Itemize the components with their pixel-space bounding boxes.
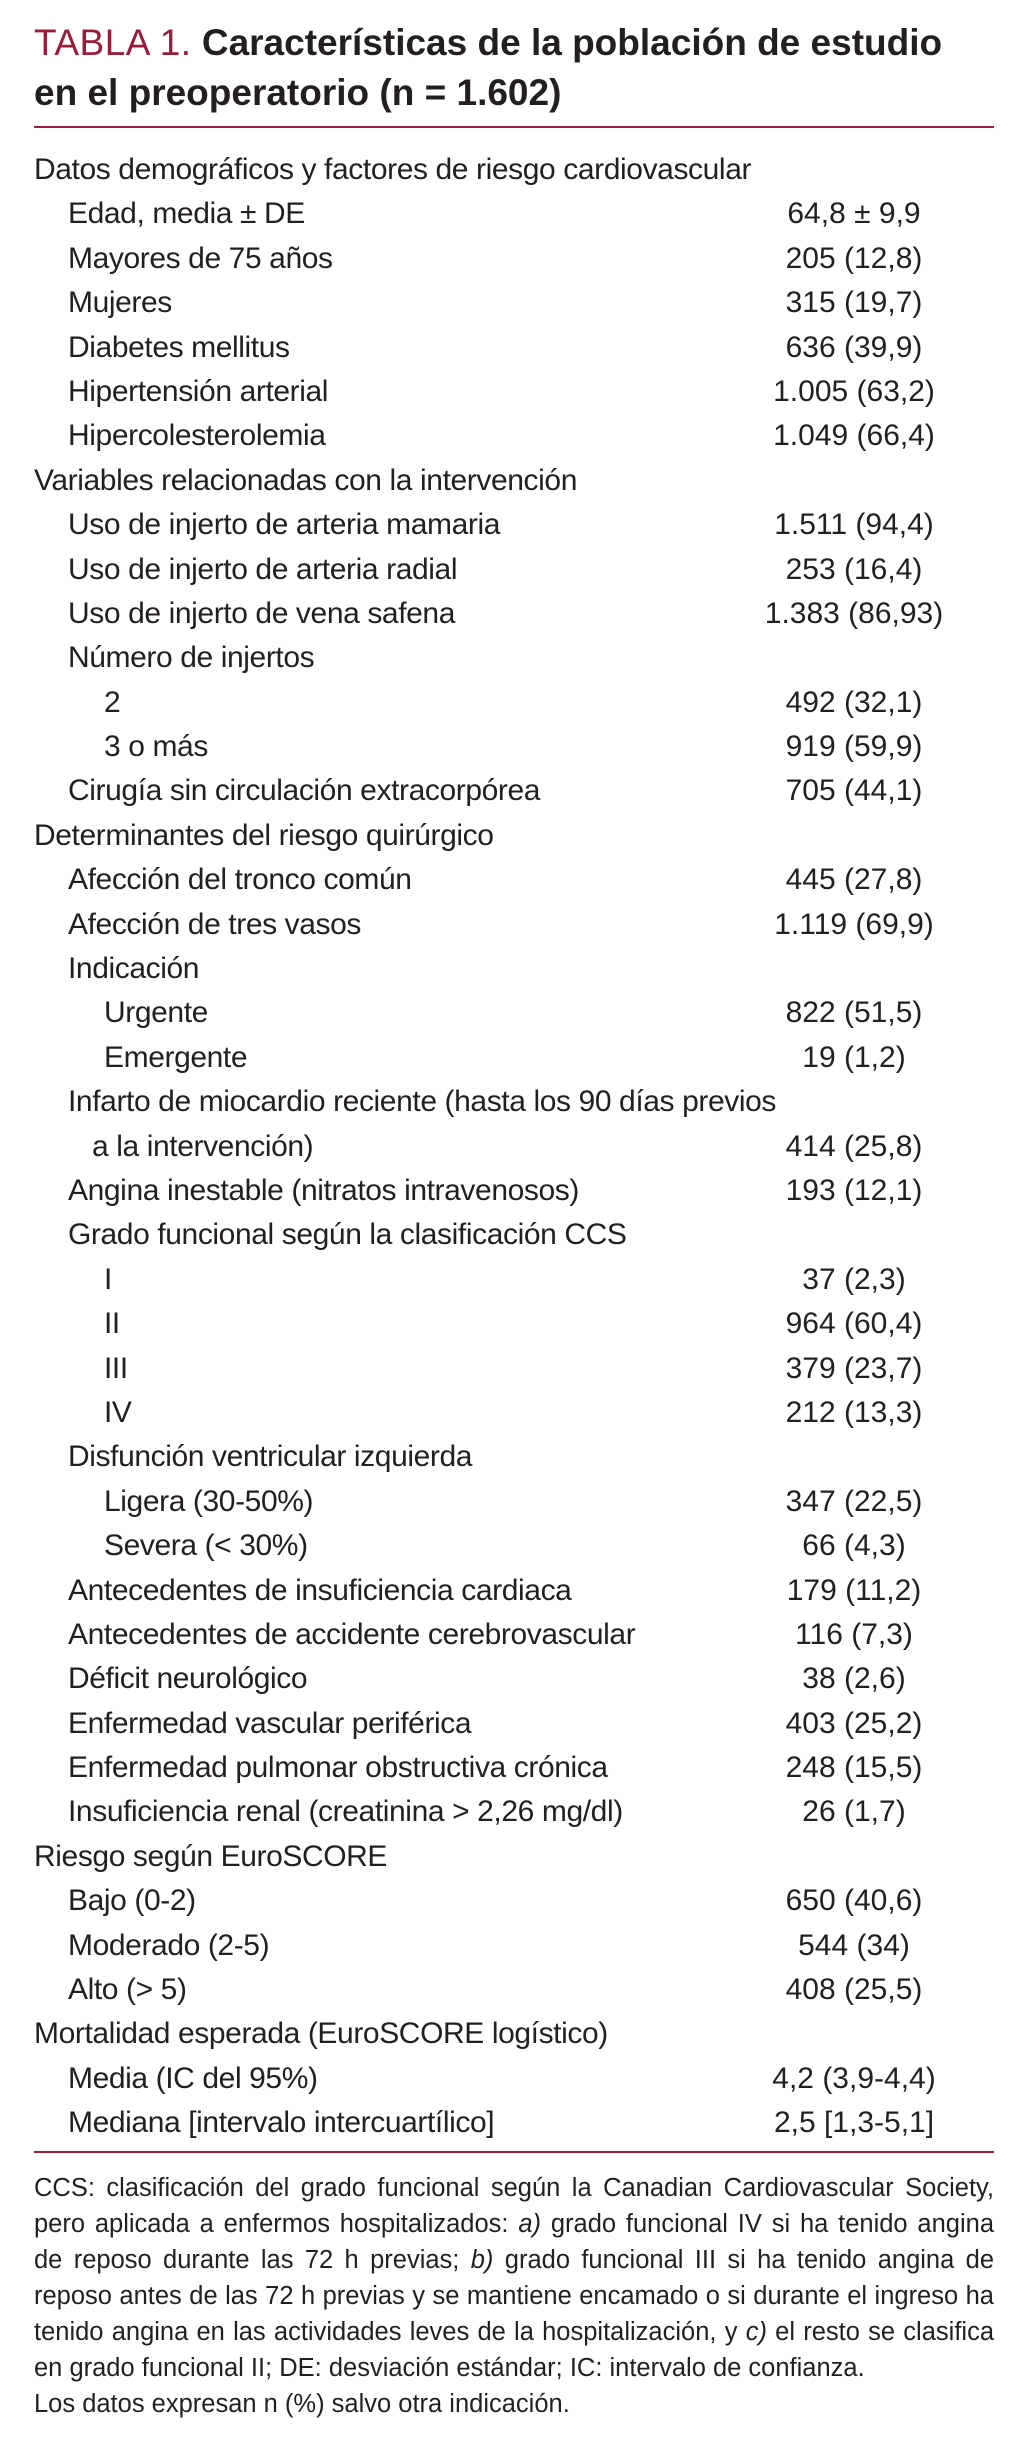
row-label: Diabetes mellitus <box>68 330 290 364</box>
row-label: Enfermedad vascular periférica <box>68 1706 472 1740</box>
table-row <box>34 414 994 458</box>
table-row <box>34 1480 994 1524</box>
row-value: 1.383 (86,93) <box>764 596 944 630</box>
section-header <box>34 148 994 192</box>
table-row <box>34 1036 994 1080</box>
table-row <box>34 1790 994 1834</box>
footnote-marker-b: b) <box>470 2246 494 2274</box>
row-label: Moderado (2-5) <box>68 1928 270 1962</box>
footnote-text: el resto se clasifica en grado funcional II; DE: desviación estándar; IC: intervalo de confianza. <box>34 2318 994 2382</box>
table-row <box>34 991 994 1035</box>
table-row <box>34 1524 994 1568</box>
table-caption <box>34 18 994 118</box>
table-row <box>34 1258 994 1302</box>
row-label: 3 o más <box>104 730 208 764</box>
row-label: Angina inestable (nitratos intravenosos) <box>68 1173 579 1207</box>
table-row <box>34 769 994 813</box>
row-label: Cirugía sin circulación extracorpórea <box>68 774 541 808</box>
section-header <box>34 459 994 503</box>
row-label: Afección del tronco común <box>68 863 412 897</box>
table-row <box>34 681 994 725</box>
row-label: IV <box>104 1395 132 1429</box>
row-value: 414 (25,8) <box>785 1129 923 1163</box>
row-label: Afección de tres vasos <box>68 907 362 941</box>
row-value: 193 (12,1) <box>785 1173 923 1207</box>
row-label: Déficit neurológico <box>68 1662 308 1696</box>
row-label: Edad, media ± DE <box>68 197 305 231</box>
row-label: Disfunción ventricular izquierda <box>68 1440 473 1474</box>
row-value: 179 (11,2) <box>786 1573 922 1607</box>
table-row <box>34 858 994 902</box>
section-header <box>34 1835 994 1879</box>
table-row <box>34 1968 994 2012</box>
footnote-marker-a: a) <box>518 2210 542 2238</box>
row-value: 1.119 (69,9) <box>774 907 934 941</box>
row-label: Insuficiencia renal (creatinina > 2,26 mg/dl) <box>68 1795 623 1829</box>
row-label: Uso de injerto de arteria mamaria <box>68 508 500 542</box>
table-row <box>34 1569 994 1613</box>
table-row <box>34 1924 994 1968</box>
footnote-abbreviations <box>34 2170 994 2386</box>
row-label: Mediana [intervalo intercuartílico] <box>68 2106 495 2140</box>
table-row <box>34 2101 994 2145</box>
row-label: Hipercolesterolemia <box>68 419 326 453</box>
table-row <box>34 725 994 769</box>
table-row <box>34 281 994 325</box>
row-value: 1.005 (63,2) <box>773 374 935 408</box>
row-label: III <box>104 1351 128 1385</box>
row-value: 315 (19,7) <box>785 286 923 320</box>
row-value: 347 (22,5) <box>785 1484 923 1518</box>
table-row <box>34 370 994 414</box>
bottom-rule <box>34 2151 994 2153</box>
row-value: 403 (25,2) <box>785 1706 923 1740</box>
row-value: 408 (25,5) <box>785 1973 923 2007</box>
subsection-header <box>34 947 994 991</box>
table-footnote <box>34 2170 994 2422</box>
row-label: Número de injertos <box>68 641 315 675</box>
row-label: Determinantes del riesgo quirúrgico <box>34 818 494 852</box>
row-label: Antecedentes de insuficiencia cardiaca <box>68 1573 572 1607</box>
row-value: 26 (1,7) <box>802 1795 906 1829</box>
table-row <box>34 1125 994 1169</box>
row-label: Media (IC del 95%) <box>68 2061 318 2095</box>
row-label: Antecedentes de accidente cerebrovascular <box>68 1617 636 1651</box>
row-value: 37 (2,3) <box>802 1262 906 1296</box>
row-value: 205 (12,8) <box>785 241 923 275</box>
table-row <box>34 903 994 947</box>
row-value: 212 (13,3) <box>785 1395 923 1429</box>
subsection-header <box>34 1213 994 1257</box>
table-row <box>34 192 994 236</box>
table-row <box>34 2057 994 2101</box>
table-row <box>34 1347 994 1391</box>
footnote-data-note: Los datos expresan n (%) salvo otra indicación. <box>34 2390 570 2418</box>
row-label: Ligera (30-50%) <box>104 1484 314 1518</box>
table-row <box>34 548 994 592</box>
row-label: Emergente <box>104 1040 248 1074</box>
table-row <box>34 1080 994 1124</box>
section-header <box>34 814 994 858</box>
table-row <box>34 1169 994 1213</box>
row-label: Mujeres <box>68 286 172 320</box>
row-value: 2,5 [1,3-5,1] <box>773 2106 935 2140</box>
subsection-header <box>34 636 994 680</box>
row-label: Infarto de miocardio reciente (hasta los 90 días previos <box>68 1085 776 1119</box>
row-value: 253 (16,4) <box>785 552 923 586</box>
row-label: I <box>104 1262 112 1296</box>
row-value: 4,2 (3,9-4,4) <box>772 2061 936 2095</box>
top-rule <box>34 126 994 128</box>
row-label: Indicación <box>68 952 200 986</box>
row-value: 19 (1,2) <box>802 1040 906 1074</box>
table-row <box>34 1657 994 1701</box>
row-value: 445 (27,8) <box>785 863 923 897</box>
row-label: Grado funcional según la clasificación CCS <box>68 1218 627 1252</box>
table-row <box>34 1613 994 1657</box>
footnote-text: grado funcional IV si ha tenido angina de reposo durante las 72 h previas; <box>34 2210 995 2274</box>
table-row <box>34 326 994 370</box>
row-label: II <box>104 1307 120 1341</box>
row-label: Urgente <box>104 996 208 1030</box>
table-row <box>34 1879 994 1923</box>
row-value: 919 (59,9) <box>785 730 923 764</box>
footnote-marker-c: c) <box>745 2318 767 2346</box>
table-label: TABLA 1. <box>34 22 192 63</box>
row-value: 650 (40,6) <box>785 1884 923 1918</box>
row-value: 964 (60,4) <box>785 1307 923 1341</box>
row-value: 1.511 (94,4) <box>774 508 934 542</box>
table-row <box>34 1746 994 1790</box>
table-row <box>34 503 994 547</box>
row-value: 64,8 ± 9,9 <box>787 197 921 231</box>
row-label: Bajo (0-2) <box>68 1884 196 1918</box>
footnote-text: grado funcional III si ha tenido angina de reposo antes de las 72 h previas y se mantiene encamado o si durante el ingreso ha tenido angina en las actividades leves de la hospitalización, y <box>34 2246 995 2346</box>
row-value: 705 (44,1) <box>785 774 923 808</box>
row-label: Hipertensión arterial <box>68 374 329 408</box>
row-label: Alto (> 5) <box>68 1973 187 2007</box>
table-row <box>34 1391 994 1435</box>
row-label: Mayores de 75 años <box>68 241 333 275</box>
table-row <box>34 1302 994 1346</box>
row-label: Datos demográficos y factores de riesgo cardiovascular <box>34 153 752 186</box>
characteristics-table <box>34 148 994 2146</box>
row-label: Severa (< 30%) <box>104 1529 308 1563</box>
row-value: 1.049 (66,4) <box>773 419 935 453</box>
row-label: Uso de injerto de vena safena <box>68 596 455 630</box>
table-row <box>34 592 994 636</box>
footnote-text: CCS: clasificación del grado funcional según la Canadian Cardiovascular Society, pero aplicada a enfermos hospitalizados: <box>34 2174 994 2238</box>
row-value: 379 (23,7) <box>785 1351 923 1385</box>
row-value: 38 (2,6) <box>802 1662 906 1696</box>
row-value: 66 (4,3) <box>802 1529 906 1563</box>
row-label: 2 <box>104 685 121 719</box>
section-header <box>34 2012 994 2056</box>
row-value: 822 (51,5) <box>785 996 923 1030</box>
row-label: Mortalidad esperada (EuroSCORE logístico) <box>34 2017 608 2051</box>
table-title: Características de la población de estudio en el preoperatorio (n = 1.602) <box>34 22 943 113</box>
table-row <box>34 1702 994 1746</box>
table-row <box>34 237 994 281</box>
subsection-header <box>34 1435 994 1479</box>
row-value: 544 (34) <box>798 1928 910 1962</box>
row-label: Enfermedad pulmonar obstructiva crónica <box>68 1751 608 1785</box>
row-label: a la intervención) <box>92 1129 314 1163</box>
row-value: 492 (32,1) <box>785 685 923 719</box>
row-label: Riesgo según EuroSCORE <box>34 1839 388 1873</box>
row-value: 116 (7,3) <box>795 1617 913 1651</box>
row-value: 248 (15,5) <box>785 1751 923 1785</box>
row-label: Uso de injerto de arteria radial <box>68 552 458 586</box>
row-value: 636 (39,9) <box>785 330 923 364</box>
row-label: Variables relacionadas con la intervención <box>34 463 577 497</box>
